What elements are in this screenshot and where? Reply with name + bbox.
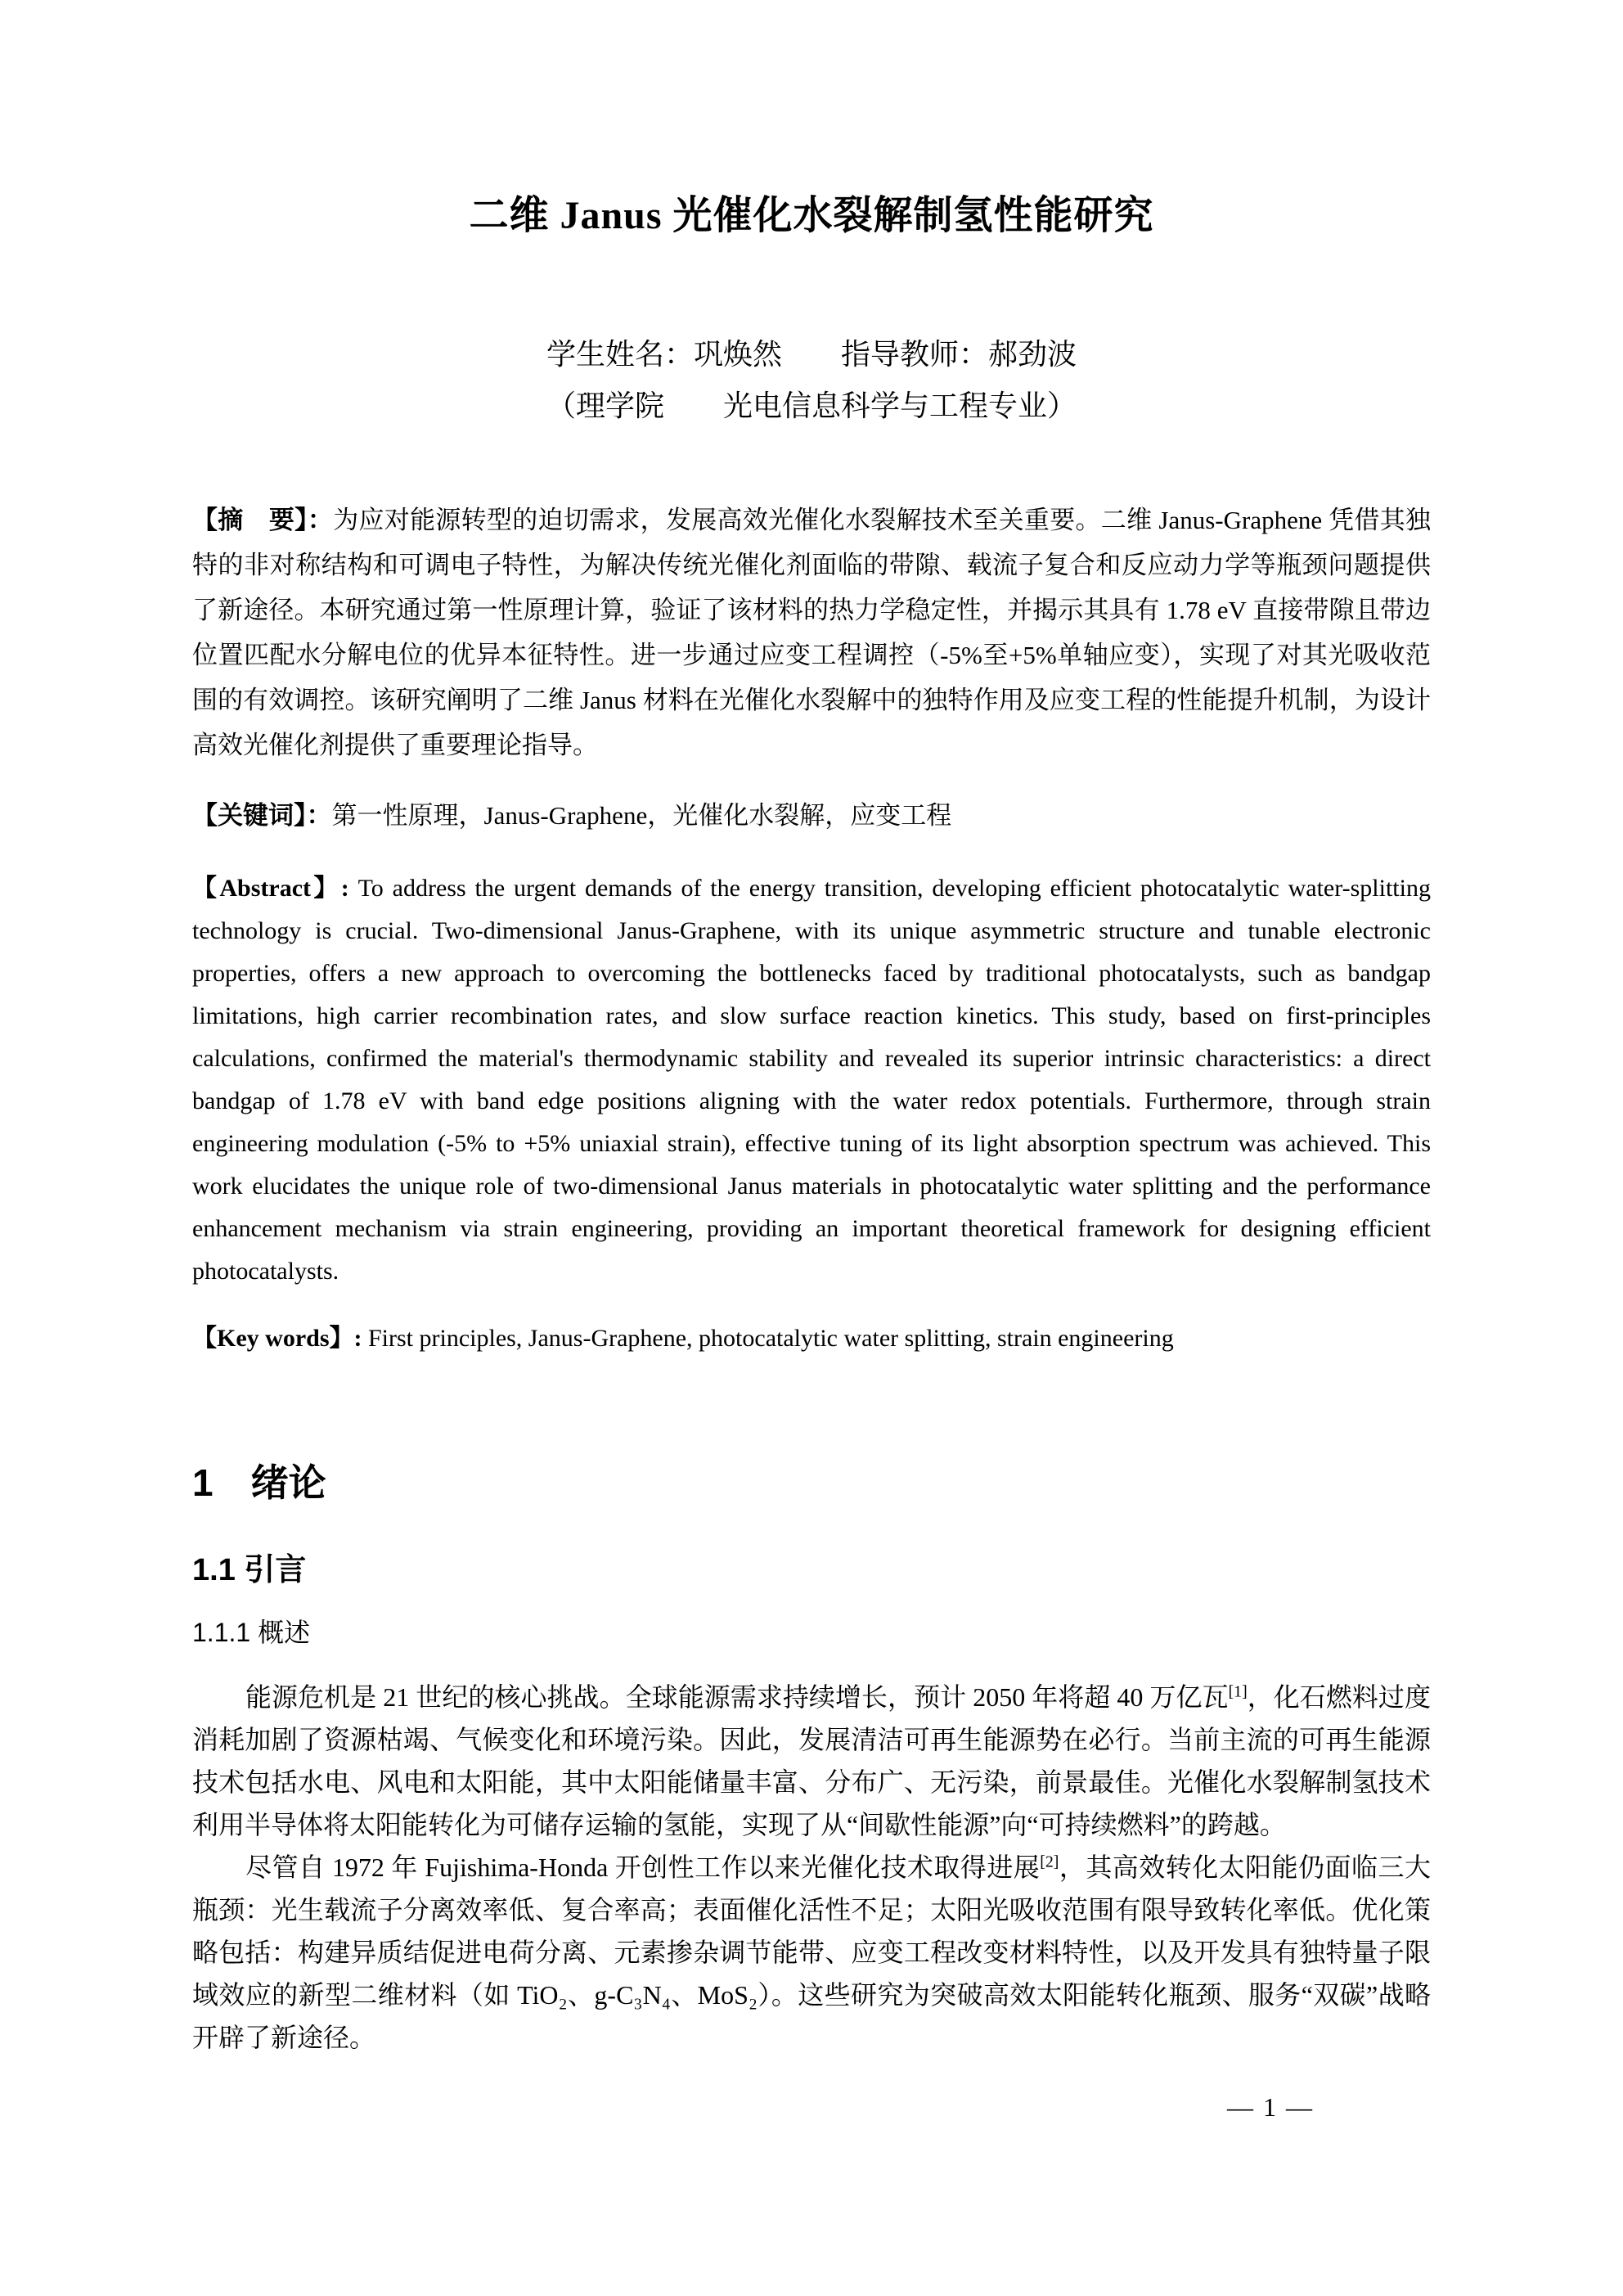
page-number: — 1 — (1227, 2092, 1314, 2122)
author-line: 学生姓名：巩焕然 指导教师：郝劲波 (546, 337, 1077, 371)
abstract-en-label: 【Abstract】: (192, 874, 358, 902)
abstract-en-paragraph (192, 867, 1431, 1293)
intro-paragraphs (192, 1676, 1431, 2059)
abstract-en-text: To address the urgent demands of the energy transition, developing efficient photocatalytic water-splitting technology is crucial. Two-dimensional Janus-Graphene, with its unique asymmetric structure and tunable electronic properties, offers a new approach to overcoming the bottlenecks faced by traditional photocatalysts, such as bandgap limitations, high carrier recombination rates, and slow surface reaction kinetics. This study, based on first-principles calculations, confirmed the material's thermodynamic stability and revealed its superior intrinsic characteristics: a direct bandgap of 1.78 eV with band edge positions aligning with the water redox potentials. Furthermore, through strain engineering modulation (-5% to +5% uniaxial strain), effective tuning of its light absorption spectrum was achieved. This work elucidates the unique role of two-dimensional Janus materials in photocatalytic water splitting and the performance enhancement mechanism via strain engineering, providing an important theoretical framework for designing efficient photocatalysts. (192, 874, 1431, 1285)
citation-superscript: [1] (1228, 1682, 1248, 1701)
abstract-cn-text: 为应对能源转型的迫切需求，发展高效光催化水裂解技术至关重要。二维 Janus-Graphene 凭借其独特的非对称结构和可调电子特性，为解决传统光催化剂面临的带隙、载流子复合和反应动力学等瓶颈问题提供了新途径。本研究通过第一性原理计算，验证了该材料的热力学稳定性，并揭示其具有 1.78 eV 直接带隙且带边位置匹配水分解电位的优异本征特性。进一步通过应变工程调控（-5%至+5%单轴应变），实现了对其光吸收范围的有效调控。该研究阐明了二维 Janus 材料在光催化水裂解中的独特作用及应变工程的性能提升机制，为设计高效光催化剂提供了重要理论指导。 (192, 505, 1431, 759)
keywords-cn-line (192, 793, 1431, 838)
intro-paragraph (192, 1676, 1431, 1846)
abstract-cn-label: 【摘 要】： (192, 505, 334, 534)
paragraph-text: ，化石燃料过度消耗加剧了资源枯竭、气候变化和环境污染。因此，发展清洁可再生能源势在必行。当前主流的可再生能源技术包括水电、风电和太阳能，其中太阳能储量丰富、分布广、无污染，前景最佳。光催化水裂解制氢技术利用半导体将太阳能转化为可储存运输的氢能，实现了从“间歇性能源”向“可持续燃料”的跨越。 (192, 1682, 1431, 1840)
keywords-cn-label: 【关键词】： (192, 800, 332, 830)
affiliation-line: （理学院 光电信息科学与工程专业） (546, 389, 1077, 422)
paragraph-text: 尽管自 1972 年 Fujishima-Honda 开创性工作以来光催化技术取得进展 (245, 1853, 1041, 1883)
intro-paragraph (192, 1846, 1431, 2059)
section-heading-1: 1 绪论 (192, 1461, 326, 1504)
citation-superscript: [2] (1040, 1853, 1059, 1871)
keywords-en-line (192, 1317, 1431, 1360)
section-heading-1-1: 1.1 引言 (192, 1553, 307, 1588)
page-title: 二维 Janus 光催化水裂解制氢性能研究 (469, 194, 1154, 237)
keywords-cn-text: 第一性原理，Janus-Graphene，光催化水裂解，应变工程 (331, 800, 952, 830)
paragraph-text: ，其高效转化太阳能仍面临三大瓶颈：光生载流子分离效率低、复合率高；表面催化活性不足；太阳光吸收范围有限导致转化率低。优化策略包括：构建异质结促进电荷分离、元素掺杂调节能带、应变工程改变材料特性，以及开发具有独特量子限域效应的新型二维材料（如 TiO₂、g-C₃N₄、MoS₂）。这些研究为突破高效太阳能转化瓶颈、服务“双碳”战略开辟了新途径。 (192, 1853, 1431, 2053)
abstract-cn-paragraph (192, 497, 1431, 768)
page-content (192, 0, 1431, 2059)
section-heading-1-1-1: 1.1.1 概述 (192, 1618, 311, 1648)
paragraph-text: 能源危机是 21 世纪的核心挑战。全球能源需求持续增长，预计 2050 年将超 40 万亿瓦 (245, 1682, 1229, 1713)
keywords-en-label: 【Key words】: (192, 1324, 368, 1352)
keywords-en-text: First principles, Janus-Graphene, photocatalytic water splitting, strain engineering (367, 1324, 1174, 1352)
